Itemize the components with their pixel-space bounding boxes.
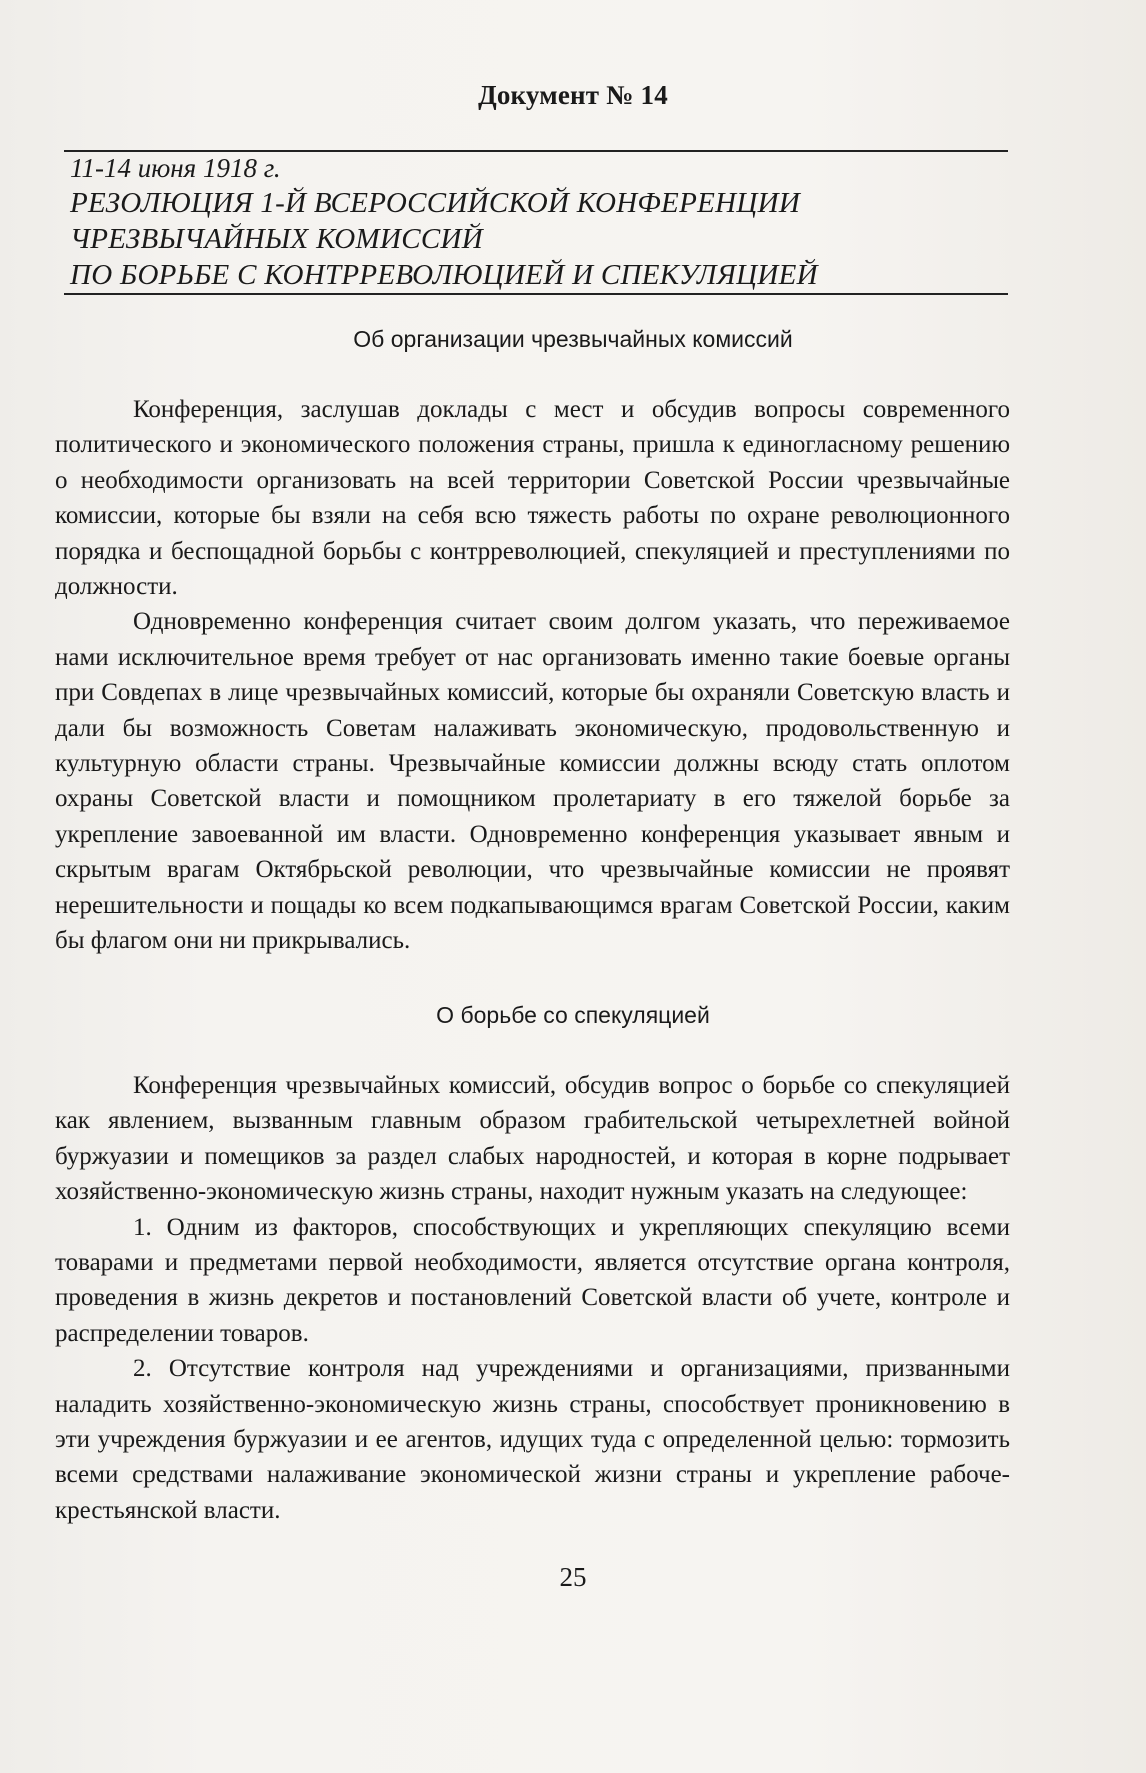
- header-rule-bottom: [64, 293, 1008, 295]
- section-body-speculation: [55, 1068, 1010, 1528]
- section-heading-speculation: О борьбе со спекуляцией: [436, 1002, 710, 1028]
- document-title-line-1: РЕЗОЛЮЦИЯ 1-Й ВСЕРОССИЙСКОЙ КОНФЕРЕНЦИИ: [70, 187, 801, 219]
- document-title-line-2: ЧРЕЗВЫЧАЙНЫХ КОМИССИЙ: [70, 223, 484, 255]
- paragraph: Конференция, заслушав доклады с мест и обсудив вопросы современного политического и экономического положения страны, пришла к единогласному решению о необходимости организовать на всей территории Советской России чрезвычайные комиссии, которые бы взяли на себя всю тяжесть работы по охране революционного порядка и беспощадной борьбы с контрреволюцией, спекуляцией и преступлениями по должности.: [55, 396, 1010, 601]
- paragraph: Конференция чрезвычайных комиссий, обсудив вопрос о борьбе со спекуляцией как явлением, вызванным главным образом грабительской четырехлетней войной буржуазии и помещиков за раздел слабых народностей, и которая в корне подрывает хозяйственно-экономическую жизнь страны, находит нужным указать на следующее:: [55, 1072, 1010, 1206]
- section-heading-organization: Об организации чрезвычайных комиссий: [353, 326, 793, 352]
- section-body-organization: [55, 392, 1010, 959]
- document-date: 11-14 июня 1918 г.: [70, 153, 281, 183]
- paragraph: 1. Одним из факторов, способствующих и укрепляющих спекуляцию всеми товарами и предметами первой необходимости, является отсутствие органа контроля, проведения в жизнь декретов и постановлений Советской власти об учете, контроле и распределении товаров.: [55, 1213, 1010, 1347]
- document-header: [70, 152, 1000, 293]
- document-title-line-3: ПО БОРЬБЕ С КОНТРРЕВОЛЮЦИЕЙ И СПЕКУЛЯЦИЕЙ: [70, 259, 818, 291]
- paragraph: Одновременно конференция считает своим долгом указать, что переживаемое нами исключительное время требует от нас организовать именно такие боевые органы при Совдепах в лице чрезвычайных комиссий, которые бы охраняли Советскую власть и дали бы возможность Советам налаживать экономическую, продовольственную и культурную области страны. Чрезвычайные комиссии должны всюду стать оплотом охраны Советской власти и помощником пролетариату в его тяжелой борьбе за укрепление завоеванной им власти. Одновременно конференция указывает явным и скрытым врагам Октябрьской революции, что чрезвычайные комиссии не проявят нерешительности и пощады ко всем подкапывающимся врагам Советской России, каким бы флагом они ни прикрывались.: [55, 608, 1010, 955]
- paragraph: 2. Отсутствие контроля над учреждениями и организациями, призванными наладить хозяйственно-экономическую жизнь страны, способствует проникновению в эти учреждения буржуазии и ее агентов, идущих туда с определенной целью: тормозить всеми средствами налаживание экономической жизни страны и укрепление рабоче-крестьянской власти.: [55, 1355, 1010, 1524]
- page-number: 25: [559, 1562, 587, 1592]
- document-number: Документ № 14: [478, 80, 668, 110]
